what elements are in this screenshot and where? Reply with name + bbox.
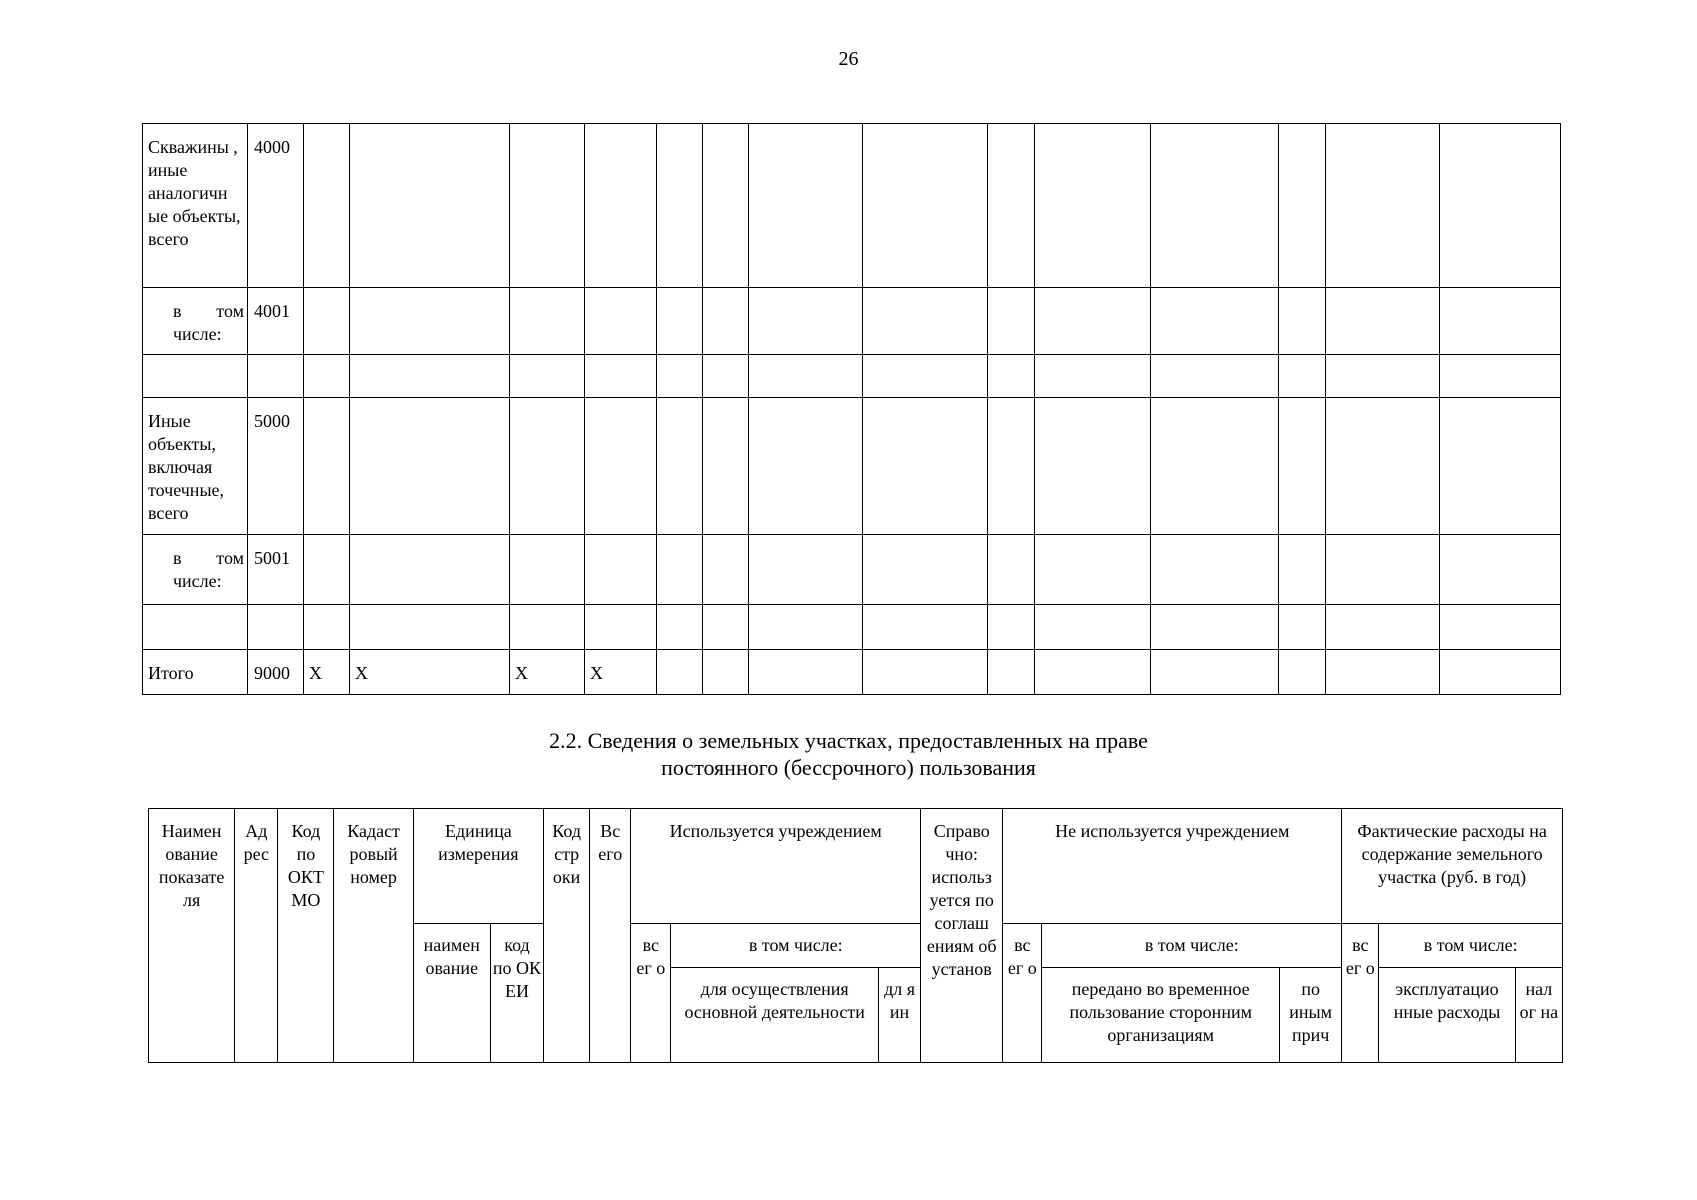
section-title-line1: 2.2. Сведения о земельных участках, предоставленных на праве — [549, 728, 1148, 753]
row-name: Скважины , иные аналогичн ые объекты, всего — [143, 124, 248, 288]
header-total: Вс его — [590, 809, 631, 1063]
x-mark: X — [510, 650, 585, 695]
header-address: Ад рес — [235, 809, 278, 1063]
header-not-used: Не используется учреждением — [1003, 809, 1342, 924]
land-plots-table — [148, 808, 1563, 1063]
header-expenses: Фактические расходы на содержание земельного участка (руб. в год) — [1342, 809, 1563, 924]
table-row-total — [143, 650, 1561, 695]
header-used-including: в том числе: — [671, 924, 921, 968]
x-mark: X — [585, 650, 657, 695]
row-name: Иные объекты, включая точечные, всего — [143, 398, 248, 535]
header-expenses-total: вс ег о — [1342, 924, 1379, 1063]
header-oktmo: Код по ОКТ МО — [278, 809, 334, 1063]
header-expenses-including: в том числе: — [1379, 924, 1563, 968]
header-unit-code: код по ОК ЕИ — [490, 924, 543, 1063]
row-code: 5000 — [248, 398, 304, 535]
table-row — [143, 288, 1561, 355]
row-code: 4001 — [248, 288, 304, 355]
row-name: в том числе: — [143, 535, 248, 605]
row-code: 5001 — [248, 535, 304, 605]
header-not-used-including: в том числе: — [1042, 924, 1342, 968]
header-reference: Справо чно: использ уется по соглаш ениям об установ — [921, 809, 1003, 1063]
header-row-1 — [149, 809, 1563, 924]
header-not-used-temporary: передано во временное пользование сторонним организациям — [1042, 968, 1280, 1063]
row-name: Итого — [143, 650, 248, 695]
header-used: Используется учреждением — [631, 809, 921, 924]
table-row — [143, 124, 1561, 288]
row-code: 4000 — [248, 124, 304, 288]
table-row — [143, 398, 1561, 535]
header-used-total: вс ег о — [631, 924, 671, 1063]
objects-table — [142, 123, 1561, 695]
table-row — [143, 605, 1561, 650]
header-unit-name: наимен ование — [413, 924, 490, 1063]
table-row — [143, 355, 1561, 398]
header-not-used-other: по иным прич — [1280, 968, 1342, 1063]
header-used-main-activity: для осуществления основной деятельности — [671, 968, 879, 1063]
row-name: в том числе: — [143, 288, 248, 355]
x-mark: X — [350, 650, 510, 695]
header-cadastral: Кадаст ровый номер — [334, 809, 413, 1063]
header-expenses-tax: нал ог на — [1515, 968, 1562, 1063]
header-used-other: дл я ин — [878, 968, 920, 1063]
row-code: 9000 — [248, 650, 304, 695]
header-not-used-total: вс ег о — [1003, 924, 1042, 1063]
header-row-code: Код стр оки — [544, 809, 590, 1063]
header-expenses-operational: эксплуатацио нные расходы — [1379, 968, 1515, 1063]
x-mark: X — [304, 650, 350, 695]
section-title — [0, 727, 1697, 781]
page-number: 26 — [838, 48, 859, 70]
header-indicator-name: Наимен ование показате ля — [149, 809, 235, 1063]
section-title-line2: постоянного (бессрочного) пользования — [661, 755, 1036, 780]
table-row — [143, 535, 1561, 605]
header-unit: Единица измерения — [413, 809, 543, 924]
